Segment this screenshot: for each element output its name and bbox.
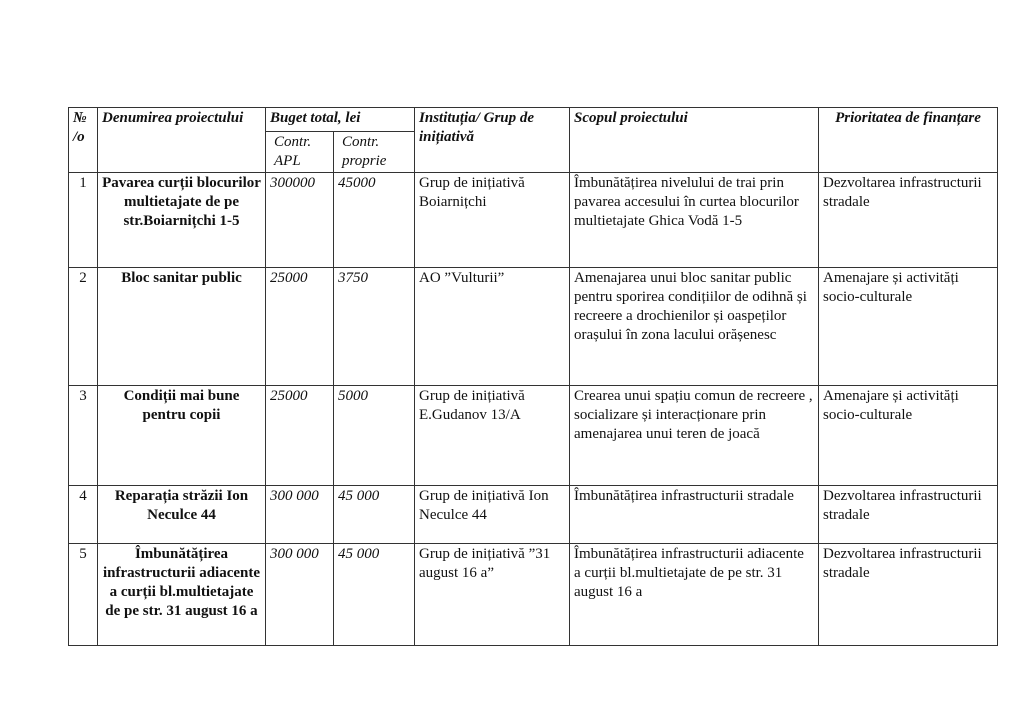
row-scope: Îmbunătățirea infrastructurii stradale — [570, 486, 819, 544]
row-scope: Amenajarea unui bloc sanitar public pentru sporirea condițiilor de odihnă și recreere a drochienilor și oaspeților orașului în zona lacului orășenesc — [570, 268, 819, 386]
table-row — [69, 486, 998, 544]
row-priority: Dezvoltarea infrastructurii stradale — [819, 544, 998, 646]
row-proprie: 45000 — [334, 173, 415, 268]
row-institution: AO ”Vulturii” — [415, 268, 570, 386]
table-row — [69, 268, 998, 386]
header-no: № /o — [69, 108, 98, 173]
row-no: 2 — [69, 268, 98, 386]
row-apl: 300000 — [266, 173, 334, 268]
row-priority: Amenajare și activități socio-culturale — [819, 386, 998, 486]
header-budget: Buget total, lei — [266, 108, 415, 132]
row-name: Bloc sanitar public — [98, 268, 266, 386]
row-no: 4 — [69, 486, 98, 544]
row-apl: 300 000 — [266, 486, 334, 544]
row-proprie: 3750 — [334, 268, 415, 386]
row-scope: Îmbunătățirea infrastructurii adiacente a curții bl.multietajate de pe str. 31 august 16 a — [570, 544, 819, 646]
header-scope: Scopul proiectului — [570, 108, 819, 173]
row-apl: 300 000 — [266, 544, 334, 646]
row-priority: Amenajare și activități socio-culturale — [819, 268, 998, 386]
row-apl: 25000 — [266, 386, 334, 486]
row-no: 5 — [69, 544, 98, 646]
row-name: Condiții mai bune pentru copii — [98, 386, 266, 486]
row-proprie: 5000 — [334, 386, 415, 486]
row-name: Îmbunătățirea infrastructurii adiacente a curții bl.multietajate de pe str. 31 august 16 a — [98, 544, 266, 646]
table-row — [69, 386, 998, 486]
projects-table — [68, 107, 998, 646]
row-priority: Dezvoltarea infrastructurii stradale — [819, 173, 998, 268]
row-institution: Grup de inițiativă ”31 august 16 a” — [415, 544, 570, 646]
header-contr-apl: Contr. APL — [266, 132, 334, 173]
table-row — [69, 173, 998, 268]
header-priority: Prioritatea de finanțare — [819, 108, 998, 173]
row-proprie: 45 000 — [334, 486, 415, 544]
header-name: Denumirea proiectului — [98, 108, 266, 173]
table-row — [69, 544, 998, 646]
row-proprie: 45 000 — [334, 544, 415, 646]
row-name: Pavarea curții blocurilor multietajate de pe str.Boiarnițchi 1-5 — [98, 173, 266, 268]
row-priority: Dezvoltarea infrastructurii stradale — [819, 486, 998, 544]
row-scope: Îmbunătățirea nivelului de trai prin pavarea accesului în curtea blocurilor multietajate Ghica Vodă 1-5 — [570, 173, 819, 268]
row-no: 3 — [69, 386, 98, 486]
row-institution: Grup de inițiativă Ion Neculce 44 — [415, 486, 570, 544]
row-institution: Grup de inițiativă Boiarnițchi — [415, 173, 570, 268]
row-no: 1 — [69, 173, 98, 268]
row-institution: Grup de inițiativă E.Gudanov 13/A — [415, 386, 570, 486]
header-contr-proprie: Contr. proprie — [334, 132, 415, 173]
row-scope: Crearea unui spațiu comun de recreere , socializare și interacționare prin amenajarea unui teren de joacă — [570, 386, 819, 486]
header-institution: Instituția/ Grup de inițiativă — [415, 108, 570, 173]
row-apl: 25000 — [266, 268, 334, 386]
row-name: Reparația străzii Ion Neculce 44 — [98, 486, 266, 544]
header-row — [69, 108, 998, 132]
